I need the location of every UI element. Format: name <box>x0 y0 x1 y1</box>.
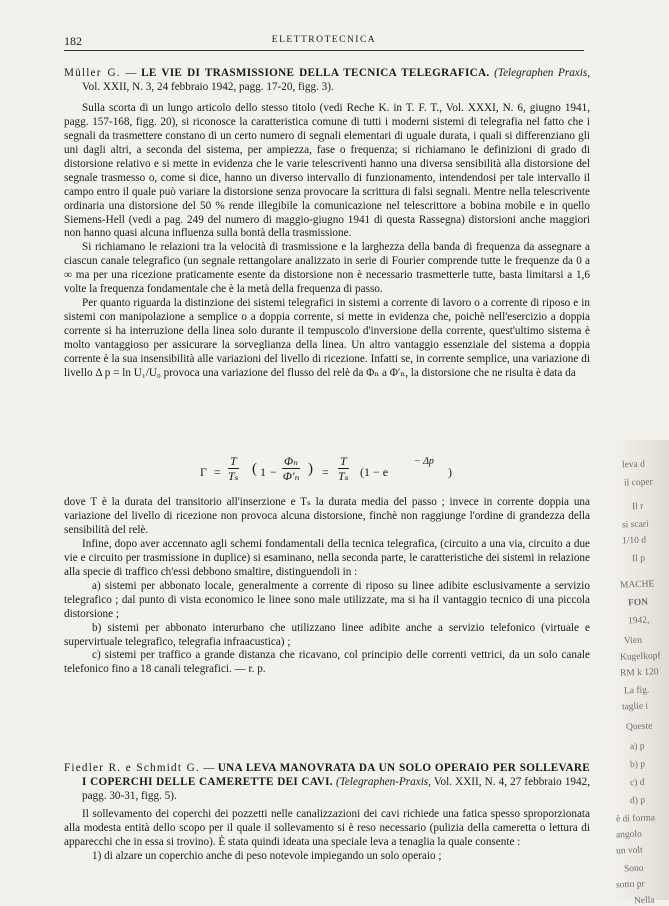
article-2-paragraph-1: Il sollevamento dei coperchi dei pozzetti nelle canalizzazioni dei cavi richiede una fatica spesso sproporzionata alla modesta entità dello scopo per il quale il sollevamento si è reso necessario (pulizia della cameretta o lettura di apparecchi che in essa si trovino). È stata quindi ideata una speciale leva a tenaglia la quale consente : <box>64 807 590 848</box>
article-1-paragraph-5: Infine, dopo aver accennato agli schemi fondamentali della tecnica telegrafica, (circuito a una via, circuito a due vie e circuito per trasmissione in duplice) si esaminano, nella seconda parte, le caratteristiche dei sistemi in relazione alla specie di traffico ch'essi debbono smaltire, distinguendoli in : <box>64 537 590 578</box>
article-2-heading: Fiedler R. e Schmidt G. — UNA LEVA MANOVRATA DA UN SOLO OPERAIO PER SOLLEVARE I COPERCHI DELLE CAMERETTE DEI CAVI. (Telegraphen-Praxis, Vol. XXII, N. 4, 27 febbraio 1942, pagg. 30-31, figg. 5). <box>64 762 590 802</box>
article-1-continued <box>64 496 590 677</box>
article-2-item-1: 1) di alzare un coperchio anche di peso notevole impiegando un solo operaio ; <box>92 849 442 862</box>
article-2-title: UNA LEVA MANOVRATA DA UN SOLO OPERAIO PER SOLLEVARE I COPERCHI DELLE CAMERETTE DEI CAVI. <box>82 762 590 788</box>
list-item-a: a) sistemi per abbonato locale, generalmente a corrente di riposo su linee adibite esclusivamente a servizio telegrafico ; dal punto di vista economico le linee sono male utilizzate, ma si ha il vantaggio tecnico di una piccola distorsione ; <box>64 579 590 620</box>
list-item-c: c) sistemi per traffico a grande distanza che ricavano, col principio delle correnti vettrici, da un solo canale telefonico fino a 18 canali telegrafici. — r. p. <box>64 649 590 676</box>
article-1-paragraph-3: Per quanto riguarda la distinzione dei sistemi telegrafici in sistemi a corrente di lavoro o a corrente di riposo e in sistemi con manipolazione a semplice o a doppia corrente, si mette in evidenza che, poichè nell'esercizio a doppia corrente si ha interruzione della linea solo durante il tempuscolo d'inversione della corrente, quest'ultimo sistema è molto vantaggioso per assicurare la sorveglianza della linea. Un altro vantaggio essenziale del sistema a doppia corrente è la sua insensibilità alle variazioni del livello di ricezione. Infatti se, in corrente semplice, una variazione di livello Δ p = ln U₁/U₀ provoca una variazione del flusso del relè da Φₙ a Φ′ₙ, la distorsione che ne risulta è data da <box>64 297 590 380</box>
article-1-author: Müller G. <box>64 67 121 79</box>
distortion-formula: Γ = $\frac{T}{\text{Tₛ}}$ ( 1 − $\frac{\text{Φₙ}}{\text{Φ′ₙ}}$ ) = $\frac{T}{\text{Tₛ}}$ (1 − e − Δp ) <box>200 454 452 483</box>
article-1-citation: Vol. XXII, N. 3, 24 febbraio 1942, pagg. 17-20, figg. 3). <box>82 80 334 93</box>
page-number: 182 <box>64 34 82 48</box>
article-1-heading: Müller G. — LE VIE DI TRASMISSIONE DELLA TECNICA TELEGRAFICA. (Telegraphen Praxis, Vol. XXII, N. 3, 24 febbraio 1942, pagg. 17-20, figg. 3). <box>64 67 591 93</box>
article-1-journal: (Telegraphen Praxis, <box>494 67 591 79</box>
article-2 <box>64 762 590 864</box>
article-2-citation: Vol. XXII, N. 4, 27 febbraio 1942, pagg. 30-31, figg. 5). <box>82 775 590 802</box>
article-1-paragraph-1: Sulla scorta di un lungo articolo dello stesso titolo (vedi Reche K. in T. F. T., Vol. XXXI, N. 6, giugno 1941, pagg. 157-168, figg. 20), si riconosce la caratteristica comune di tutti i moderni sistemi di telegrafia nel fatto che i segnali da trasmettere constano di un certo numero di segnali elementari di uguale durata, i quali si differenziano gli uni dagli altri, a seconda del sistema, per ampiezza, fase o frequenza; si richiamano le definizioni di grado di distorsione relativo e si mette in evidenza che le varie telescriventi hanno una diversa sensibilità alla distorsione del segnale trasmesso o, come si dice, hanno un diverso intervallo di funzionamento, intendendosi per tale intervallo il campo entro il quale può variare la distorsione senza provocare la scrittura di falsi segnali. Mentre nella telescrivente ordinaria una distorsione del 50 % rende illegibile la comunicazione nel telescrittore a bobina mobile e in quello Siemens-Hell (vedi a pag. 249 del numero di maggio-giugno 1941 di questa Rassegna) distorsioni anche maggiori non hanno quasi alcuna influenza sulla bontà della trasmissione. <box>64 101 590 240</box>
article-1-title: LE VIE DI TRASMISSIONE DELLA TECNICA TELEGRAFICA. <box>141 67 490 79</box>
article-1 <box>64 67 590 381</box>
list-item-b: b) sistemi per abbonato interurbano che utilizzano linee adibite anche a servizio telefonico (virtuale e supervirtuale telegrafico, telegrafia infraacustica) ; <box>64 621 590 648</box>
article-2-journal: (Telegraphen-Praxis, <box>335 775 431 788</box>
facing-page-bleed: leva d il coper Il r si scari 1/10 d Il p MACHE FON 1942, Vien Kugelkopf RM k 120 La fig. taglie i Queste a) p b) p c) d d) p è di forma angolo un volt Sono sotto pr Nella <box>610 440 669 900</box>
article-1-paragraph-2: Si richiamano le relazioni tra la velocità di trasmissione e la larghezza della banda di frequenza da assegnare a ciascun canale telegrafico (un segnale rettangolare analizzato in serie di Fourier comprende tutte le frequenze da 0 a ∞ ma per una ricezione praticamente esente da distorsione non è necessario trasmetterle tutte, basta limitarsi a 1,6 volte la frequenza fondamentale che è la metà della frequenza di passo. <box>64 241 590 296</box>
page-header <box>64 34 584 48</box>
article-2-author: Fiedler R. e Schmidt G. <box>64 762 200 774</box>
header-rule <box>64 50 584 51</box>
article-1-paragraph-4: dove T è la durata del transitorio all'inserzione e Tₛ la durata media del passo ; invece in corrente doppia una variazione del livello di ricezione non provoca alcuna distorsione, finchè non raggiunge l'ordine di grandezza della sensibilità del relè. <box>64 496 590 536</box>
running-head: ELETTROTECNICA <box>271 35 377 45</box>
